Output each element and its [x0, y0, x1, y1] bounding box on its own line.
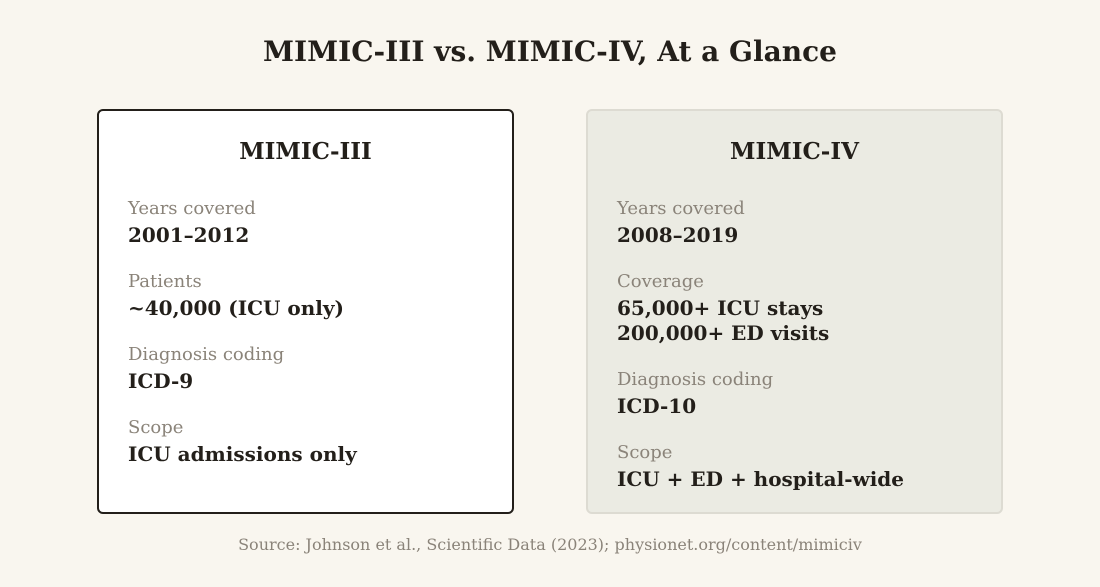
field-value: 2008–2019 — [617, 223, 739, 247]
field-value: 2001–2012 — [128, 223, 250, 247]
field-label: Years covered — [128, 198, 256, 219]
field-label: Scope — [128, 417, 184, 438]
field-label: Years covered — [617, 198, 745, 219]
field-diagnosis-coding — [128, 343, 492, 394]
card-title: MIMIC-III — [239, 138, 372, 165]
field-value: ~40,000 (ICU only) — [128, 296, 344, 320]
field-value: ICD-10 — [617, 394, 697, 418]
field-value: ICD-9 — [128, 369, 194, 393]
field-patients — [128, 270, 492, 321]
field-label: Scope — [617, 442, 673, 463]
field-label: Diagnosis coding — [617, 369, 774, 390]
field-label: Patients — [128, 271, 202, 292]
field-label: Diagnosis coding — [128, 344, 285, 365]
card-title: MIMIC-IV — [730, 138, 859, 165]
field-list — [128, 197, 492, 489]
field-scope — [617, 441, 981, 492]
field-list — [617, 197, 981, 514]
source-citation: Source: Johnson et al., Scientific Data (2023); physionet.org/content/mimiciv — [238, 535, 862, 554]
field-value: ICU + ED + hospital-wide — [617, 467, 905, 491]
field-years-covered — [128, 197, 492, 248]
field-value: ICU admissions only — [128, 442, 357, 466]
field-coverage — [617, 270, 981, 346]
field-label: Coverage — [617, 271, 704, 292]
field-value: 65,000+ ICU stays 200,000+ ED visits — [617, 296, 830, 345]
field-diagnosis-coding — [617, 368, 981, 419]
card-mimic-iii — [97, 109, 514, 514]
field-scope — [128, 416, 492, 467]
page-title: MIMIC-III vs. MIMIC-IV, At a Glance — [263, 35, 837, 68]
card-mimic-iv — [586, 109, 1003, 514]
field-years-covered — [617, 197, 981, 248]
